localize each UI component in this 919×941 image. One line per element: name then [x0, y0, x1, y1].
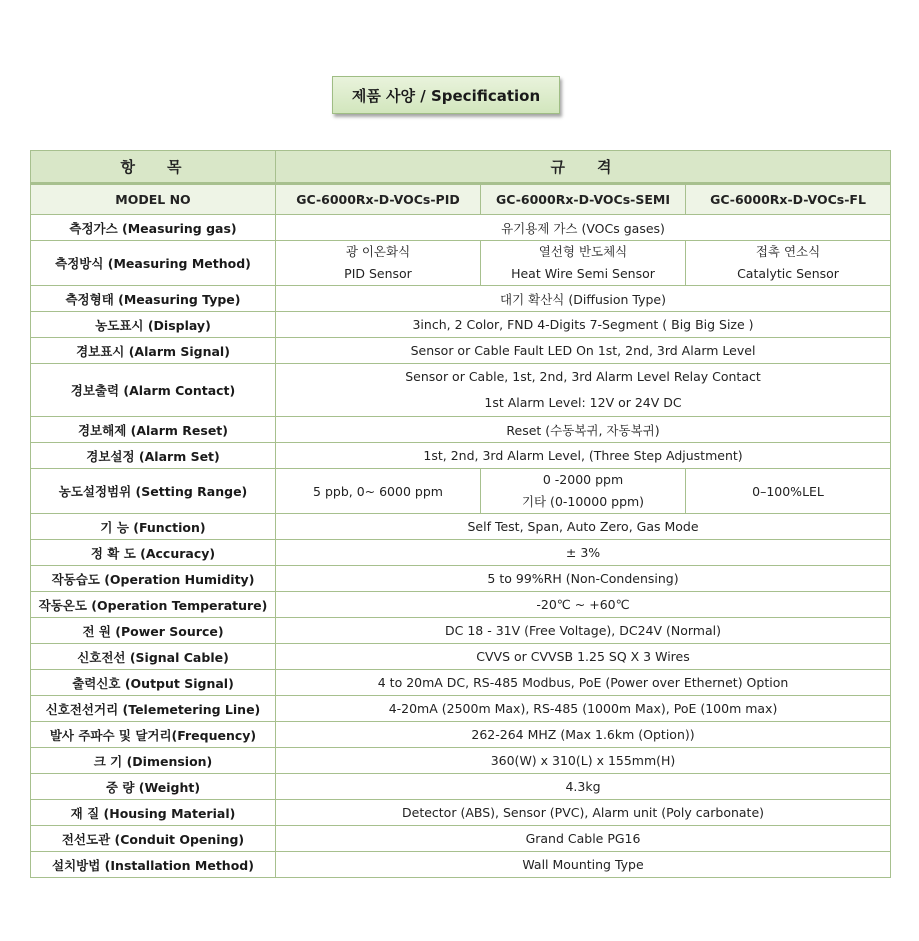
table-row — [31, 852, 891, 878]
table-row — [31, 215, 891, 241]
method-fl-en: Catalytic Sensor — [737, 266, 839, 281]
row-value: 대기 확산식 (Diffusion Type) — [276, 286, 891, 312]
table-row — [31, 417, 891, 443]
table-row — [31, 644, 891, 670]
table-row — [31, 748, 891, 774]
header-spec-char-2: 격 — [597, 158, 616, 176]
table-row — [31, 826, 891, 852]
method-pid-kr: 광 이온화식 — [345, 244, 411, 259]
row-value-pid: 5 ppb, 0~ 6000 ppm — [276, 469, 481, 514]
header-spec-char-1: 규 — [550, 158, 570, 176]
method-semi-kr: 열선형 반도체식 — [538, 244, 628, 259]
model-semi: GC-6000Rx-D-VOCs-SEMI — [481, 184, 686, 215]
row-label: 전 원 (Power Source) — [31, 618, 276, 644]
header-spec — [276, 151, 891, 184]
table-row — [31, 469, 891, 514]
alarm-contact-line-2: 1st Alarm Level: 12V or 24V DC — [484, 395, 682, 410]
row-value: -20℃ ~ +60℃ — [276, 592, 891, 618]
row-value: Wall Mounting Type — [276, 852, 891, 878]
alarm-contact-line-1: Sensor or Cable, 1st, 2nd, 3rd Alarm Level Relay Contact — [405, 369, 761, 384]
row-value-pid — [276, 241, 481, 286]
table-row — [31, 338, 891, 364]
row-value: 4.3kg — [276, 774, 891, 800]
row-value-fl — [686, 241, 891, 286]
model-fl: GC-6000Rx-D-VOCs-FL — [686, 184, 891, 215]
table-row — [31, 241, 891, 286]
row-label: 전선도관 (Conduit Opening) — [31, 826, 276, 852]
table-row — [31, 592, 891, 618]
row-label: 경보출력 (Alarm Contact) — [31, 364, 276, 417]
method-fl-kr: 접촉 연소식 — [755, 244, 821, 259]
table-row — [31, 800, 891, 826]
row-label: 작동습도 (Operation Humidity) — [31, 566, 276, 592]
table-row — [31, 696, 891, 722]
table-row — [31, 774, 891, 800]
row-label: 신호전선 (Signal Cable) — [31, 644, 276, 670]
model-row — [31, 184, 891, 215]
row-value-fl: 0–100%LEL — [686, 469, 891, 514]
row-value: Grand Cable PG16 — [276, 826, 891, 852]
model-label: MODEL NO — [31, 184, 276, 215]
row-label: 경보설정 (Alarm Set) — [31, 443, 276, 469]
method-pid-en: PID Sensor — [344, 266, 412, 281]
method-semi-en: Heat Wire Semi Sensor — [511, 266, 655, 281]
row-value: Self Test, Span, Auto Zero, Gas Mode — [276, 514, 891, 540]
row-label: 측정방식 (Measuring Method) — [31, 241, 276, 286]
row-value: 4-20mA (2500m Max), RS-485 (1000m Max), PoE (100m max) — [276, 696, 891, 722]
model-pid: GC-6000Rx-D-VOCs-PID — [276, 184, 481, 215]
row-label: 발사 주파수 및 달거리(Frequency) — [31, 722, 276, 748]
row-value-semi — [481, 469, 686, 514]
row-value: 유기용제 가스 (VOCs gases) — [276, 215, 891, 241]
row-value-semi — [481, 241, 686, 286]
row-label: 기 능 (Function) — [31, 514, 276, 540]
table-header-row — [31, 151, 891, 184]
row-label: 경보해제 (Alarm Reset) — [31, 417, 276, 443]
table-row — [31, 364, 891, 417]
header-item — [31, 151, 276, 184]
row-value: 5 to 99%RH (Non-Condensing) — [276, 566, 891, 592]
page-title: 제품 사양 / Specification — [332, 76, 560, 114]
row-value: ± 3% — [276, 540, 891, 566]
row-value: DC 18 - 31V (Free Voltage), DC24V (Normal) — [276, 618, 891, 644]
table-row — [31, 540, 891, 566]
row-label: 작동온도 (Operation Temperature) — [31, 592, 276, 618]
row-label: 측정형태 (Measuring Type) — [31, 286, 276, 312]
row-value — [276, 364, 891, 417]
row-label: 설치방법 (Installation Method) — [31, 852, 276, 878]
table-row — [31, 566, 891, 592]
table-row — [31, 618, 891, 644]
row-label: 경보표시 (Alarm Signal) — [31, 338, 276, 364]
row-value: 4 to 20mA DC, RS-485 Modbus, PoE (Power over Ethernet) Option — [276, 670, 891, 696]
row-label: 정 확 도 (Accuracy) — [31, 540, 276, 566]
row-label: 측정가스 (Measuring gas) — [31, 215, 276, 241]
range-semi-1: 0 -2000 ppm — [542, 472, 624, 487]
row-value: Sensor or Cable Fault LED On 1st, 2nd, 3rd Alarm Level — [276, 338, 891, 364]
row-label: 농도표시 (Display) — [31, 312, 276, 338]
range-semi-2: 기타 (0-10000 ppm) — [521, 494, 645, 509]
row-label: 재 질 (Housing Material) — [31, 800, 276, 826]
table-row — [31, 443, 891, 469]
table-row — [31, 670, 891, 696]
header-item-char-1: 항 — [120, 158, 139, 176]
row-value: Detector (ABS), Sensor (PVC), Alarm unit (Poly carbonate) — [276, 800, 891, 826]
row-value: 1st, 2nd, 3rd Alarm Level, (Three Step Adjustment) — [276, 443, 891, 469]
header-item-char-2: 목 — [167, 158, 186, 176]
row-value: 360(W) x 310(L) x 155mm(H) — [276, 748, 891, 774]
spec-table — [30, 150, 891, 878]
row-label: 출력신호 (Output Signal) — [31, 670, 276, 696]
table-row — [31, 312, 891, 338]
table-row — [31, 514, 891, 540]
table-row — [31, 722, 891, 748]
row-value: CVVS or CVVSB 1.25 SQ X 3 Wires — [276, 644, 891, 670]
row-label: 신호전선거리 (Telemetering Line) — [31, 696, 276, 722]
row-label: 중 량 (Weight) — [31, 774, 276, 800]
row-label: 크 기 (Dimension) — [31, 748, 276, 774]
row-label: 농도설정범위 (Setting Range) — [31, 469, 276, 514]
table-row — [31, 286, 891, 312]
row-value: Reset (수동복귀, 자동복귀) — [276, 417, 891, 443]
row-value: 3inch, 2 Color, FND 4-Digits 7-Segment ( Big Big Size ) — [276, 312, 891, 338]
row-value: 262-264 MHZ (Max 1.6km (Option)) — [276, 722, 891, 748]
